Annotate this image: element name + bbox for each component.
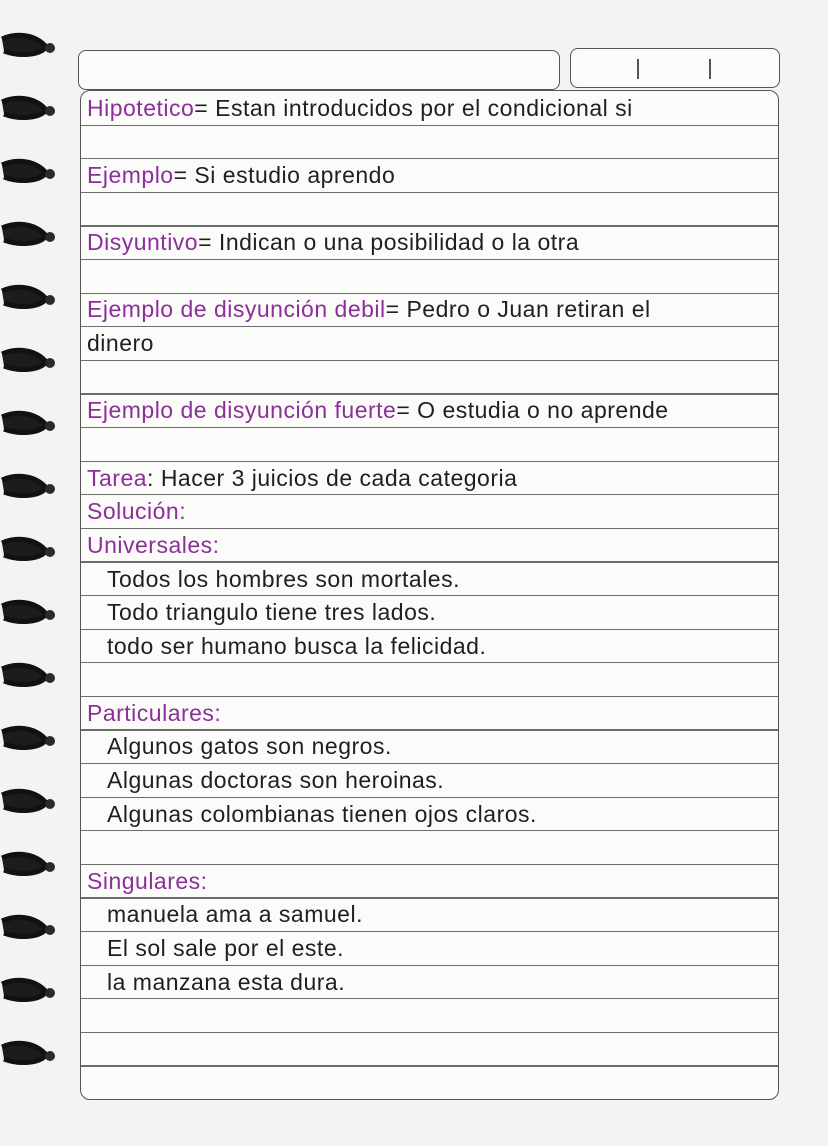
note-ejemplo-debil	[87, 294, 651, 324]
punch-hole	[45, 295, 55, 305]
note-ejemplo-debil-cont: dinero	[87, 330, 154, 356]
list-item: la manzana esta dura.	[107, 969, 346, 995]
punch-hole	[45, 232, 55, 242]
ruled-line	[81, 797, 778, 798]
header-title-box	[78, 50, 560, 90]
ruled-line	[81, 561, 778, 562]
definition: = Indican o una posibilidad o la otra	[198, 229, 580, 255]
term-label: Disyuntivo	[87, 229, 199, 255]
definition: = Si estudio aprendo	[173, 162, 396, 188]
term-label: Tarea	[87, 465, 148, 491]
punch-hole	[45, 799, 55, 809]
punch-hole	[45, 421, 55, 431]
spiral-ring	[2, 1043, 46, 1062]
singulares-heading: Singulares:	[87, 868, 208, 894]
ruled-line	[81, 931, 778, 932]
punch-hole	[45, 106, 55, 116]
note-disyuntivo	[87, 227, 579, 257]
ruled-line	[81, 696, 778, 697]
ruled-line	[81, 326, 778, 327]
spiral-binding	[0, 0, 60, 1146]
definition: : Hacer 3 juicios de cada categoria	[147, 465, 518, 491]
date-divider	[637, 59, 639, 79]
ruled-line	[81, 360, 778, 361]
term-label: Ejemplo	[87, 162, 174, 188]
list-item: manuela ama a samuel.	[107, 901, 363, 927]
ruled-line	[81, 528, 778, 529]
punch-hole	[45, 484, 55, 494]
ruled-line	[81, 998, 778, 999]
ruled-line	[81, 1032, 778, 1033]
ruled-line	[81, 192, 778, 193]
ruled-line	[81, 461, 778, 462]
punch-hole	[45, 673, 55, 683]
punch-hole	[45, 862, 55, 872]
punch-hole	[45, 547, 55, 557]
punch-hole	[45, 43, 55, 53]
spiral-ring	[2, 917, 46, 936]
spiral-ring	[2, 728, 46, 747]
list-item: Todos los hombres son mortales.	[107, 566, 460, 592]
spiral-ring	[2, 854, 46, 873]
spiral-ring	[2, 413, 46, 432]
ruled-line	[81, 629, 778, 630]
universales-heading: Universales:	[87, 532, 220, 558]
ruled-line	[81, 427, 778, 428]
list-item: Algunas colombianas tienen ojos claros.	[107, 801, 537, 827]
term-label: Ejemplo de disyunción fuerte	[87, 397, 397, 423]
definition: = Estan introducidos por el condicional si	[194, 95, 633, 121]
punch-hole	[45, 736, 55, 746]
punch-hole	[45, 610, 55, 620]
ruled-line	[81, 225, 778, 226]
ruled-line	[81, 965, 778, 966]
spiral-ring	[2, 287, 46, 306]
spiral-ring	[2, 476, 46, 495]
ruled-line	[81, 595, 778, 596]
term-label: Ejemplo de disyunción debil	[87, 296, 386, 322]
definition: = Pedro o Juan retiran el	[385, 296, 651, 322]
ruled-line	[81, 897, 778, 898]
ruled-line	[81, 830, 778, 831]
particulares-heading: Particulares:	[87, 700, 222, 726]
ruled-line	[81, 662, 778, 663]
list-item: Todo triangulo tiene tres lados.	[107, 599, 437, 625]
ruled-line	[81, 864, 778, 865]
punch-hole	[45, 358, 55, 368]
ruled-line	[81, 729, 778, 730]
list-item: todo ser humano busca la felicidad.	[107, 633, 487, 659]
ruled-line	[81, 393, 778, 394]
list-item: Algunos gatos son negros.	[107, 733, 392, 759]
note-tarea	[87, 463, 517, 493]
ruled-line	[81, 494, 778, 495]
ruled-line	[81, 293, 778, 294]
list-item: Algunas doctoras son heroinas.	[107, 767, 445, 793]
spiral-ring	[2, 350, 46, 369]
spiral-ring	[2, 35, 46, 54]
spiral-ring	[2, 980, 46, 999]
note-ejemplo-fuerte	[87, 395, 669, 425]
ruled-line	[81, 1065, 778, 1066]
date-divider	[709, 59, 711, 79]
solucion-heading: Solución:	[87, 498, 187, 524]
punch-hole	[45, 169, 55, 179]
term-label: Hipotetico	[87, 95, 195, 121]
punch-hole	[45, 925, 55, 935]
spiral-ring	[2, 791, 46, 810]
note-ejemplo	[87, 160, 395, 190]
notebook-page	[80, 90, 779, 1100]
ruled-line	[81, 259, 778, 260]
spiral-ring	[2, 602, 46, 621]
list-item: El sol sale por el este.	[107, 935, 345, 961]
punch-hole	[45, 1051, 55, 1061]
punch-hole	[45, 988, 55, 998]
spiral-ring	[2, 98, 46, 117]
spiral-ring	[2, 224, 46, 243]
spiral-ring	[2, 665, 46, 684]
definition: = O estudia o no aprende	[396, 397, 669, 423]
ruled-line	[81, 158, 778, 159]
ruled-line	[81, 125, 778, 126]
header-date-box	[570, 48, 780, 88]
spiral-ring	[2, 539, 46, 558]
ruled-line	[81, 763, 778, 764]
spiral-ring	[2, 161, 46, 180]
note-hipotetico	[87, 93, 633, 123]
